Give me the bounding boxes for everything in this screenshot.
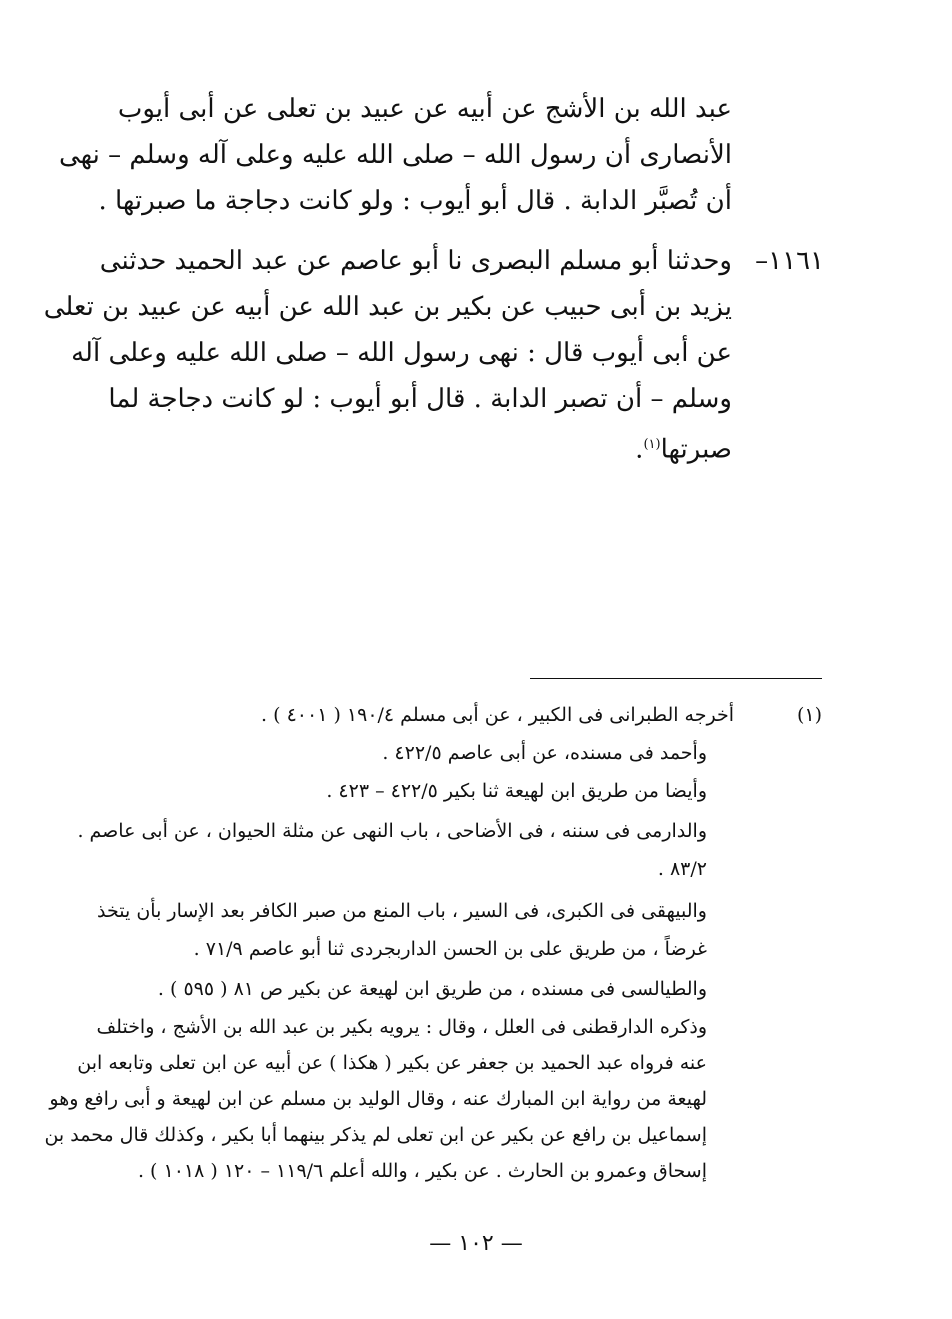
text-line-last xyxy=(132,424,732,471)
footnote-line: وأيضا من طريق ابن لهيعة ثنا بكير ٤٢٢/٥ – ٤٢٣ . xyxy=(326,780,707,802)
footnote-line: والطيالسى فى مسنده ، من طريق ابن لهيعة عن بكير ص ٨١ ( ٥٩٥ ) . xyxy=(157,978,707,1000)
hadith-number: ١١٦١– xyxy=(755,246,824,276)
last-line-end: . xyxy=(635,434,644,465)
footnote-separator xyxy=(530,678,822,679)
text-line: أن تُصبَّر الدابة . قال أبو أيوب : ولو كانت دجاجة ما صبرتها . xyxy=(98,186,732,216)
footnote-line: والبيهقى فى الكبرى، فى السير ، باب المنع من صبر الكافر بعد الإسار بأن يتخذ xyxy=(97,900,707,922)
page-number: — ١٠٢ — xyxy=(429,1231,523,1256)
footnote-line: وذكره الدارقطنى فى العلل ، وقال : يرويه بكير بن عبد الله بن الأشج ، واختلف xyxy=(96,1016,707,1038)
text-line: عن أبى أيوب قال : نهى رسول الله – صلى الله عليه وعلى آله xyxy=(71,338,732,368)
text-line: يزيد بن أبى حبيب عن بكير بن عبد الله عن أبيه عن عبيد بن تعلى xyxy=(43,292,732,322)
text-line: وسلم – أن تصبر الدابة . قال أبو أيوب : لو كانت دجاجة لما xyxy=(108,384,732,414)
footnote-line: إسحاق وعمرو بن الحارث . عن بكير ، والله أعلم ١١٩/٦ – ١٢٠ ( ١٠١٨ ) . xyxy=(137,1160,707,1182)
footnote-reference[interactable]: (١) xyxy=(643,437,661,452)
footnote-line: وأحمد فى مسنده، عن أبى عاصم ٤٢٢/٥ . xyxy=(382,742,707,764)
footnote-line: إسماعيل بن رافع عن بكير عن ابن تعلى لم يذكر بينهما أبا بكير ، وكذلك قال محمد بن xyxy=(44,1124,707,1146)
footnote-marker: (١) xyxy=(796,704,822,726)
footnote-line: لهيعة من رواية ابن المبارك عنه ، وقال الوليد بن مسلم عن ابن لهيعة و أبى رافع وهو xyxy=(49,1088,707,1110)
footnote-line: ٨٣/٢ . xyxy=(657,858,707,880)
footnote-line: غرضاً ، من طريق على بن الحسن الداربجردى ثنا أبو عاصم ٧١/٩ . xyxy=(193,938,707,960)
footnote-line: والدارمى فى سننه ، فى الأضاحى ، باب النهى عن مثلة الحيوان ، عن أبى عاصم . xyxy=(77,820,707,842)
text-line: الأنصارى أن رسول الله – صلى الله عليه وعلى آله وسلم – نهى xyxy=(58,140,732,170)
footnote-line: أخرجه الطبرانى فى الكبير ، عن أبى مسلم ١٩٠/٤ ( ٤٠٠١ ) . xyxy=(261,704,734,726)
last-line-text: صبرتها xyxy=(660,434,732,465)
footnote-line: عنه فرواه عبد الحميد بن جعفر عن بكير ( هكذا ) عن أبيه عن ابن تعلى وتابعه ابن xyxy=(77,1052,707,1074)
text-line: عبد الله بن الأشج عن أبيه عن عبيد بن تعلى عن أبى أيوب xyxy=(117,94,732,124)
text-line: وحدثنا أبو مسلم البصرى نا أبو عاصم عن عبد الحميد حدثنى xyxy=(99,246,732,276)
